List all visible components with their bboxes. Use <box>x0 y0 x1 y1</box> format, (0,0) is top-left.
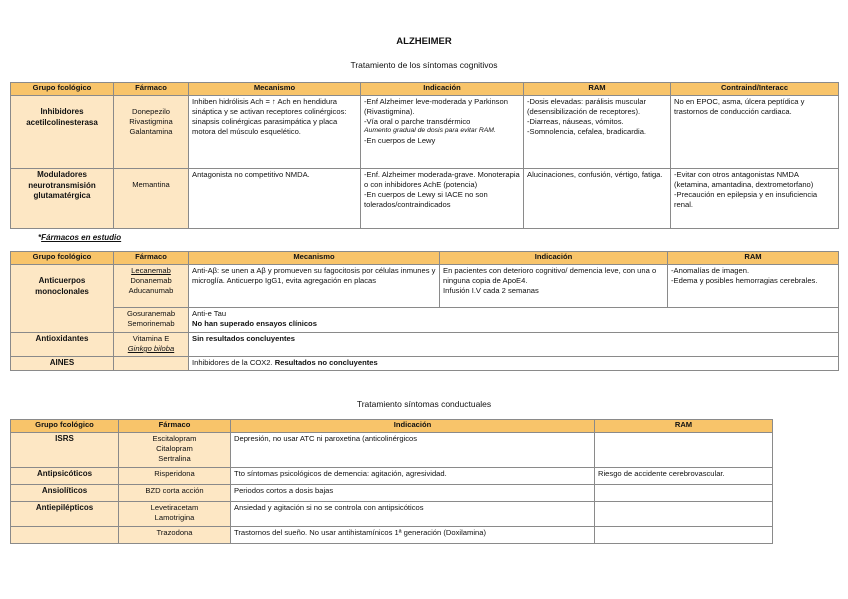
drug-name: Semorinemab <box>127 319 175 329</box>
table-row <box>11 468 773 485</box>
note-text: Fármacos en estudio <box>41 233 122 242</box>
aines-result: Resultados no concluyentes <box>274 358 378 367</box>
ram-cell: Riesgo de accidente cerebrovascular. <box>595 468 773 485</box>
cognitive-table <box>10 82 839 229</box>
drug-cell <box>119 468 231 485</box>
ram-cell <box>595 527 773 544</box>
drug-cell <box>114 96 189 169</box>
drug-cell <box>119 502 231 527</box>
indication-cell: Depresión, no usar ATC ni paroxetina (anticolinérgicos <box>231 433 595 468</box>
group-cell: Inhibidores acetilcolinesterasa <box>11 96 114 169</box>
indication-note: Aumento gradual de dosis para evitar RAM. <box>364 127 496 135</box>
header-cell: RAM <box>524 83 671 96</box>
contra-cell: No en EPOC, asma, úlcera peptídica y trastornos de conducción cardiaca. <box>671 96 839 169</box>
group-cell: Ansiolíticos <box>11 485 119 502</box>
drug-name: Trazodona <box>156 528 193 537</box>
group-cell: Antioxidantes <box>11 333 114 357</box>
drug-name: Donepezilo <box>132 107 170 116</box>
mechanism-cell: Antagonista no competitivo NMDA. <box>189 169 361 229</box>
group-cell: AINES <box>11 357 114 371</box>
indication-cell: Periodos cortos a dosis bajas <box>231 485 595 502</box>
drug-name: Lecanemab <box>131 266 171 275</box>
header-cell: Grupo fcológico <box>11 420 119 433</box>
drug-cell <box>114 169 189 229</box>
note-prefix: * <box>38 233 42 242</box>
table-row <box>11 502 773 527</box>
drug-name: Escitalopram <box>152 434 197 443</box>
drug-name: Rivastigmina <box>129 117 173 127</box>
behavioral-table <box>10 419 773 544</box>
contra-cell <box>671 169 839 229</box>
drug-name: Aducanumab <box>128 286 174 296</box>
drug-name: BZD corta acción <box>145 486 204 495</box>
section3-subtitle: Tratamiento síntomas conductuales <box>356 399 492 409</box>
drug-name: Levetiracetam <box>150 503 199 512</box>
header-cell: Fármaco <box>119 420 231 433</box>
drug-name: Vitamina E <box>132 334 170 343</box>
indication-cell <box>440 265 668 308</box>
drug-cell <box>114 333 189 357</box>
table-row <box>11 96 839 169</box>
drug-cell <box>119 433 231 468</box>
indication-cell: Trastornos del sueño. No usar antihistamínicos 1ª generación (Doxilamina) <box>231 527 595 544</box>
table-row <box>11 308 839 333</box>
ram-cell <box>668 265 839 308</box>
header-cell: Indicación <box>440 252 668 265</box>
study-drugs-table <box>10 251 839 371</box>
drug-cell <box>119 527 231 544</box>
drug-cell <box>114 265 189 308</box>
mechanism-cell: Anti-Aβ: se unen a Aβ y promueven su fagocitosis por células inmunes y microglía. Anticuerpo IgG1, evita agregación en placas <box>189 265 440 308</box>
table-header-row <box>11 420 773 433</box>
contra-line: -Evitar con otros antagonistas NMDA (ketamina, amantadina, dextrometorfano) <box>674 170 814 190</box>
ram-line: Alucinaciones, confusión, vértigo, fatiga. <box>527 170 663 179</box>
drug-cell <box>114 357 189 371</box>
aines-text: Inhibidores de la COX2. <box>192 358 275 367</box>
drug-name: Citalopram <box>156 444 193 454</box>
drug-name: Sertralina <box>158 454 191 464</box>
section1-subtitle: Tratamiento de los síntomas cognitivos <box>350 60 498 70</box>
ram-line: -Diarreas, náuseas, vómitos. <box>527 117 624 127</box>
table-row <box>11 265 839 308</box>
ram-cell <box>595 485 773 502</box>
indication-line: -En cuerpos de Lewy <box>364 135 436 145</box>
drug-name: Donanemab <box>130 276 172 286</box>
group-cell: Anticuerpos monoclonales <box>11 265 114 333</box>
mechanism-cell: Inhiben hidrólisis Ach = ↑ Ach en hendidura sináptica y se activan receptores colinérgicos: sinapsis colinérgicas parasimpática y placa motora del músculo esquelético. <box>189 96 361 169</box>
header-cell: Mecanismo <box>189 252 440 265</box>
contra-line: -Precaución en epilepsia y en insuficiencia renal. <box>674 190 818 210</box>
drug-name: Gosuranemab <box>126 309 176 318</box>
group-cell: Moduladores neurotransmisión glutamatérgica <box>11 169 114 229</box>
indication-line: Infusión I.V cada 2 semanas <box>443 286 539 296</box>
table-header-row <box>11 83 839 96</box>
table-row <box>11 169 839 229</box>
drug-name: Lamotrigina <box>154 513 195 523</box>
tau-cell <box>189 308 839 333</box>
header-cell: Mecanismo <box>189 83 361 96</box>
study-note <box>38 233 121 242</box>
group-cell: Antiepilépticos <box>11 502 119 527</box>
drug-name: Risperidona <box>154 469 195 478</box>
ram-cell <box>524 96 671 169</box>
drug-cell <box>119 485 231 502</box>
ram-line: -Edema y posibles hemorragias cerebrales. <box>671 276 818 286</box>
header-cell: RAM <box>595 420 773 433</box>
ram-line: -Somnolencia, cefalea, bradicardia. <box>527 127 647 137</box>
indication-cell: Tto síntomas psicológicos de demencia: agitación, agresividad. <box>231 468 595 485</box>
drug-cell <box>114 308 189 333</box>
indication-line: -Enf Alzheimer leve-moderada y Parkinson (Rivastigmina). <box>364 97 508 117</box>
table-header-row <box>11 252 839 265</box>
header-cell: RAM <box>668 252 839 265</box>
ram-cell <box>595 502 773 527</box>
indication-line: En pacientes con deterioro cognitivo/ demencia leve, con una o ninguna copia de ApoE4. <box>443 266 657 286</box>
aines-cell <box>189 357 839 371</box>
indication-cell <box>361 169 524 229</box>
table-row <box>11 527 773 544</box>
header-cell: Grupo fcológico <box>11 252 114 265</box>
ram-line: -Anomalías de imagen. <box>671 266 750 275</box>
table-row <box>11 357 839 371</box>
indication-cell <box>361 96 524 169</box>
table-row <box>11 485 773 502</box>
group-cell: Antipsicóticos <box>11 468 119 485</box>
header-cell: Fármaco <box>114 83 189 96</box>
group-cell <box>11 527 119 544</box>
group-cell: ISRS <box>11 433 119 468</box>
antiox-result: Sin resultados concluyentes <box>189 333 839 357</box>
ram-cell <box>524 169 671 229</box>
drug-name: Memantina <box>132 180 170 189</box>
indication-line: -Enf. Alzheimer moderada-grave. Monoterapia o con inhibidores AchE (potencia) <box>364 170 520 190</box>
ram-line: -Dosis elevadas: parálisis muscular (desensibilización de receptores). <box>527 97 647 117</box>
header-cell: Grupo fcológico <box>11 83 114 96</box>
indication-cell: Ansiedad y agitación si no se controla con antipsicóticos <box>231 502 595 527</box>
indication-line: -Vía oral o parche transdérmico <box>364 117 471 127</box>
table-row <box>11 333 839 357</box>
table-row <box>11 433 773 468</box>
drug-name: Ginkgo biloba <box>127 344 175 354</box>
header-cell: Contraind/Interacc <box>671 83 839 96</box>
page-title: ALZHEIMER <box>396 36 452 47</box>
header-cell: Indicación <box>231 420 595 433</box>
drug-name: Galantamina <box>129 127 173 137</box>
tau-result: No han superado ensayos clínicos <box>192 319 317 329</box>
ram-cell <box>595 433 773 468</box>
indication-line: -En cuerpos de Lewy si IACE no son tolerados/contraindicados <box>364 190 488 210</box>
header-cell: Fármaco <box>114 252 189 265</box>
tau-line: Anti-e Tau <box>192 309 227 318</box>
header-cell: Indicación <box>361 83 524 96</box>
